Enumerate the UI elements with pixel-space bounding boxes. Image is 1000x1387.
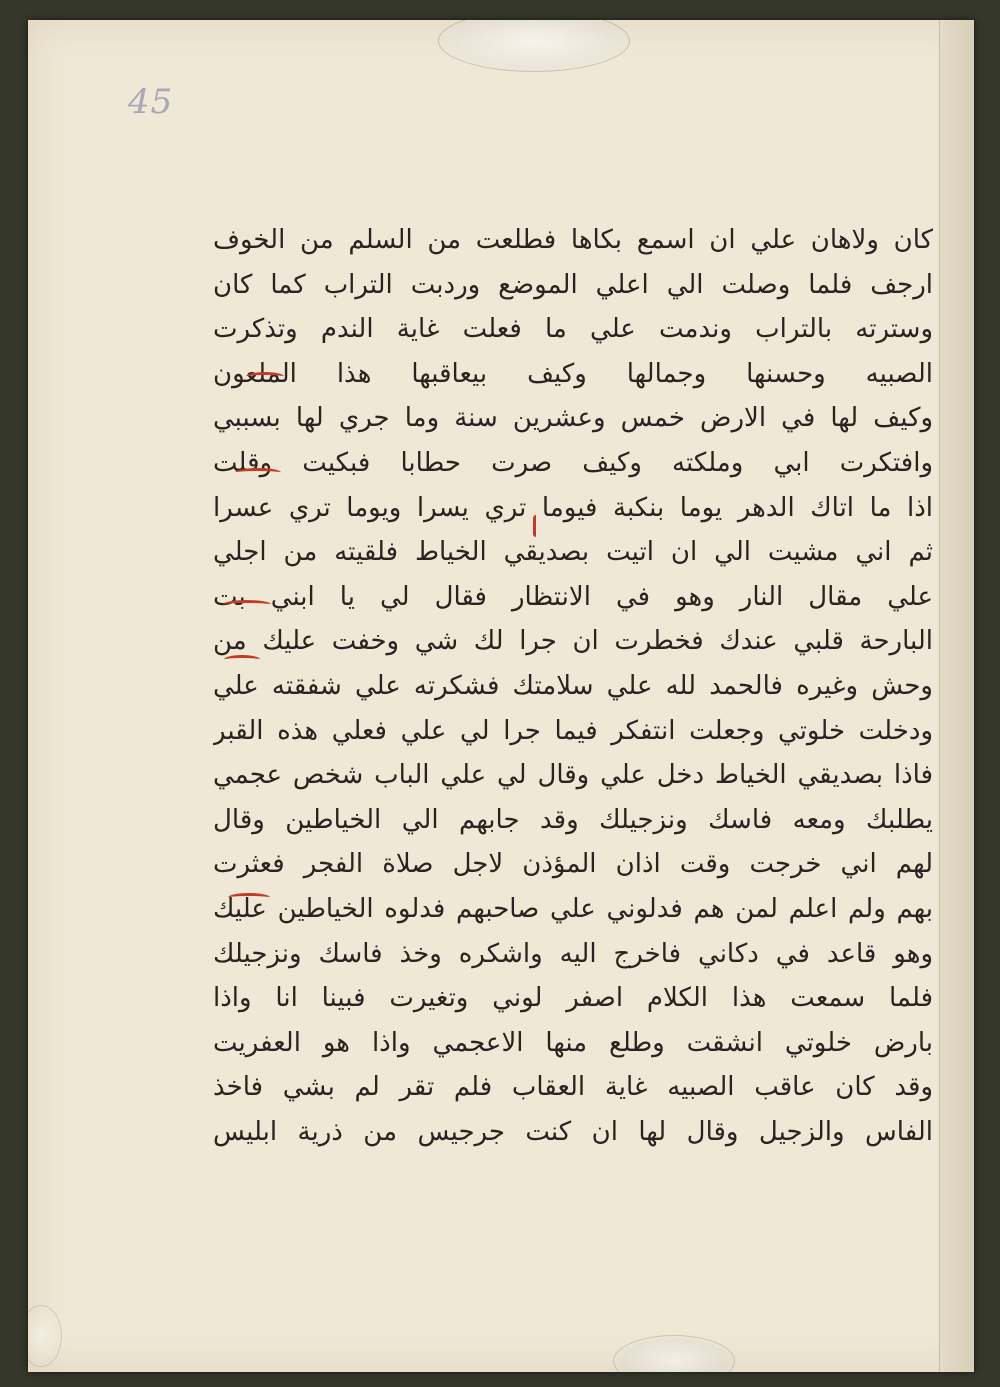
text-line-6: وافتكرت ابي وملكته وكيف صرت حطابا فبكيت وقلت bbox=[213, 447, 933, 478]
text-line-15: لهم اني خرجت وقت اذان المؤذن لاجل صلاة الفجر فعثرت bbox=[213, 849, 933, 880]
glass-clip-bottom bbox=[613, 1335, 735, 1372]
glass-clip-top bbox=[438, 20, 630, 72]
rubric-mark-5 bbox=[224, 655, 260, 664]
text-line-21: الفاس والزجيل وقال لها ان كنت جرجيس من ذرية ابليس bbox=[213, 1116, 933, 1147]
text-line-13: فاذا بصديقي الخياط دخل علي وقال لي علي الباب شخص عجمي bbox=[213, 760, 933, 791]
text-line-5: وكيف لها في الارض خمس وعشرين سنة وما جري لها بسببي bbox=[213, 403, 933, 434]
manuscript-text-block bbox=[213, 218, 933, 1154]
text-line-16: بهم ولم اعلم لمن هم فدلوني علي صاحبهم فدلوه الخياطين عليك bbox=[213, 893, 933, 924]
text-line-9: علي مقال النار وهو في الانتظار فقال لي يا ابني بت bbox=[213, 581, 933, 612]
text-line-8: ثم اني مشيت الي ان اتيت بصديقي الخياط فلقيته من اجلي bbox=[213, 537, 933, 568]
text-line-19: بارض خلوتي انشقت وطلع منها الاعجمي واذا هو العفريت bbox=[213, 1027, 933, 1058]
page-edge bbox=[939, 20, 974, 1372]
folio-number: 45 bbox=[128, 82, 174, 122]
text-line-3: وسترته بالتراب وندمت علي ما فعلت غاية الندم وتذكرت bbox=[213, 314, 933, 345]
text-line-2: ارجف فلما وصلت الي اعلي الموضع وردبت التراب كما كان bbox=[213, 269, 933, 300]
text-line-10: البارحة قلبي عندك فخطرت ان جرا لك شي وخفت عليك من bbox=[213, 626, 933, 657]
text-line-18: فلما سمعت هذا الكلام اصفر لوني وتغيرت فبينا انا واذا bbox=[213, 983, 933, 1014]
glass-clip-left bbox=[28, 1305, 62, 1367]
text-line-4: الصبيه وحسنها وجمالها وكيف بيعاقبها هذا الملعون bbox=[213, 358, 933, 389]
rubric-mark-3 bbox=[533, 515, 546, 537]
text-line-11: وحش وغيره فالحمد لله علي سلامتك فشكرته علي شفقته علي bbox=[213, 670, 933, 701]
rubric-mark-2 bbox=[235, 468, 281, 477]
rubric-mark-1 bbox=[246, 372, 284, 381]
manuscript-page bbox=[28, 20, 974, 1372]
rubric-mark-4 bbox=[223, 600, 271, 609]
text-line-14: يطلبك ومعه فاسك ونزجيلك وقد جابهم الي الخياطين وقال bbox=[213, 804, 933, 835]
text-line-7: اذا ما اتاك الدهر يوما بنكبة فيوما تري يسرا ويوما تري عسرا bbox=[213, 492, 933, 523]
rubric-mark-6 bbox=[228, 893, 270, 902]
text-line-12: ودخلت خلوتي وجعلت انتفكر فيما جرا لي علي فعلي هذه القبر bbox=[213, 715, 933, 746]
text-line-17: وهو قاعد في دكاني فاخرج اليه واشكره وخذ فاسك ونزجيلك bbox=[213, 938, 933, 969]
text-line-1: كان ولاهان علي ان اسمع بكاها فطلعت من السلم من الخوف bbox=[213, 225, 933, 255]
text-line-20: وقد كان عاقب الصبيه غاية العقاب فلم تقر لم بشي فاخذ bbox=[213, 1072, 933, 1103]
